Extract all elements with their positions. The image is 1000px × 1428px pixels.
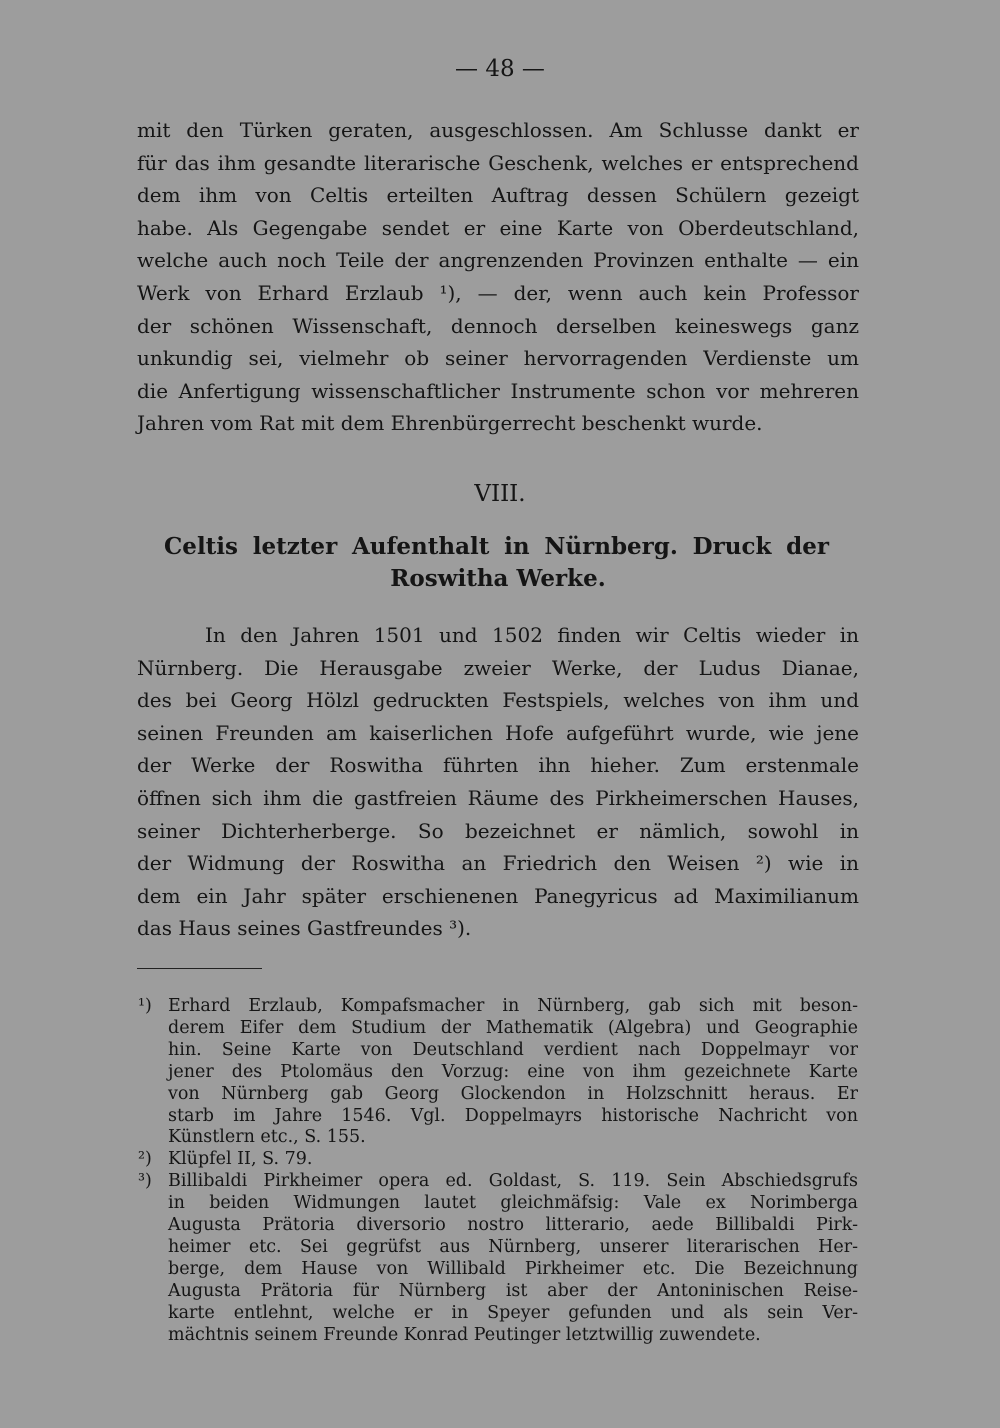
footnote-3 xyxy=(138,1171,858,1346)
chapter-title-line: Roswitha Werke. xyxy=(390,565,606,592)
paragraph-line: die Anfertigung wissenschaftlicher Instrumente schon vor mehreren xyxy=(137,378,859,403)
footnote-line: Klüpfel II, S. 79. xyxy=(168,1149,313,1170)
footnote-2 xyxy=(138,1149,858,1171)
paragraph-line: der Widmung der Roswitha an Friedrich den Weisen ²) wie in xyxy=(137,851,859,876)
footnote-line: hin. Seine Karte von Deutschland verdient nach Doppelmayr vor xyxy=(168,1039,858,1060)
paragraph-line: habe. Als Gegengabe sendet er eine Karte von Oberdeutschland, xyxy=(137,215,859,240)
footnote-marker: ²) xyxy=(138,1149,152,1170)
paragraph-line: der schönen Wissenschaft, dennoch derselben keineswegs ganz xyxy=(137,313,859,338)
paragraph-line: für das ihm gesandte literarische Geschenk, welches er entsprechend xyxy=(137,150,859,175)
footnote-line: jener des Ptolomäus den Vorzug: eine von ihm gezeichnete Karte xyxy=(168,1061,858,1082)
footnote-line: derem Eifer dem Studium der Mathematik (Algebra) und Geographie xyxy=(168,1017,858,1038)
paragraph-line: öffnen sich ihm die gastfreien Räume des Pirkheimerschen Hauses, xyxy=(137,785,859,810)
footnote-line: karte entlehnt, welche er in Speyer gefunden und als sein Ver- xyxy=(168,1302,858,1323)
footnote-line: heimer etc. Sei gegrüfst aus Nürnberg, unserer literarischen Her- xyxy=(168,1236,858,1257)
footnote-line: Billibaldi Pirkheimer opera ed. Goldast, S. 119. Sein Abschiedsgrufs xyxy=(168,1171,858,1192)
page-number: — 48 — xyxy=(455,56,545,82)
footnote-line: Augusta Prätoria diversorio nostro litterario, aede Billibaldi Pirk- xyxy=(168,1215,858,1236)
footnote-separator xyxy=(137,968,262,969)
footnote-line: Augusta Prätoria für Nürnberg ist aber der Antoninischen Reise- xyxy=(168,1280,858,1301)
paragraph-line: der Werke der Roswitha führten ihn hieher. Zum erstenmale xyxy=(137,753,859,778)
footnote-line: starb im Jahre 1546. Vgl. Doppelmayrs historische Nachricht von xyxy=(168,1105,858,1126)
footnote-line: mächtnis seinem Freunde Konrad Peutinger letztwillig zuwendete. xyxy=(168,1324,761,1345)
paragraph-line: Werk von Erhard Erzlaub ¹), — der, wenn auch kein Professor xyxy=(137,280,859,305)
chapter-title-line: Celtis letzter Aufenthalt in Nürnberg. Druck der xyxy=(164,533,829,560)
paragraph-line: welche auch noch Teile der angrenzenden Provinzen enthalte — ein xyxy=(137,248,859,273)
paragraph-2 xyxy=(137,619,859,945)
paragraph-1 xyxy=(137,114,859,440)
paragraph-line: Nürnberg. Die Herausgabe zweier Werke, der Ludus Dianae, xyxy=(137,655,859,680)
footnote-line: berge, dem Hause von Willibald Pirkheimer etc. Die Bezeichnung xyxy=(168,1258,858,1279)
paragraph-line: unkundig sei, vielmehr ob seiner hervorragenden Verdienste um xyxy=(137,346,859,371)
footnote-marker: ³) xyxy=(138,1171,152,1192)
paragraph-line: des bei Georg Hölzl gedruckten Festspiels, welches von ihm und xyxy=(137,688,859,713)
paragraph-line: mit den Türken geraten, ausgeschlossen. Am Schlusse dankt er xyxy=(137,118,859,142)
paragraph-line: seiner Dichterherberge. So bezeichnet er nämlich, sowohl in xyxy=(137,818,859,843)
footnote-line: von Nürnberg gab Georg Glockendon in Holzschnitt heraus. Er xyxy=(168,1083,858,1104)
footnotes xyxy=(138,996,858,1347)
chapter-title xyxy=(137,531,859,595)
paragraph-line: In den Jahren 1501 und 1502 finden wir Celtis wieder in xyxy=(205,623,859,647)
paragraph-line: dem ihm von Celtis erteilten Auftrag dessen Schülern gezeigt xyxy=(137,183,859,208)
footnote-marker: ¹) xyxy=(138,996,152,1016)
footnote-1 xyxy=(138,996,858,1149)
paragraph-line: seinen Freunden am kaiserlichen Hofe aufgeführt wurde, wie jene xyxy=(137,720,859,745)
chapter-number: VIII. xyxy=(474,481,526,507)
footnote-line: Künstlern etc., S. 155. xyxy=(168,1127,366,1148)
footnote-line: in beiden Widmungen lautet gleichmäfsig: Vale ex Norimberga xyxy=(168,1193,858,1214)
paragraph-line: dem ein Jahr später erschienenen Panegyricus ad Maximilianum xyxy=(137,883,859,908)
paragraph-line: Jahren vom Rat mit dem Ehrenbürgerrecht beschenkt wurde. xyxy=(137,411,763,436)
paragraph-line: das Haus seines Gastfreundes ³). xyxy=(137,916,472,941)
footnote-line: Erhard Erzlaub, Kompafsmacher in Nürnberg, gab sich mit beson- xyxy=(168,996,858,1016)
